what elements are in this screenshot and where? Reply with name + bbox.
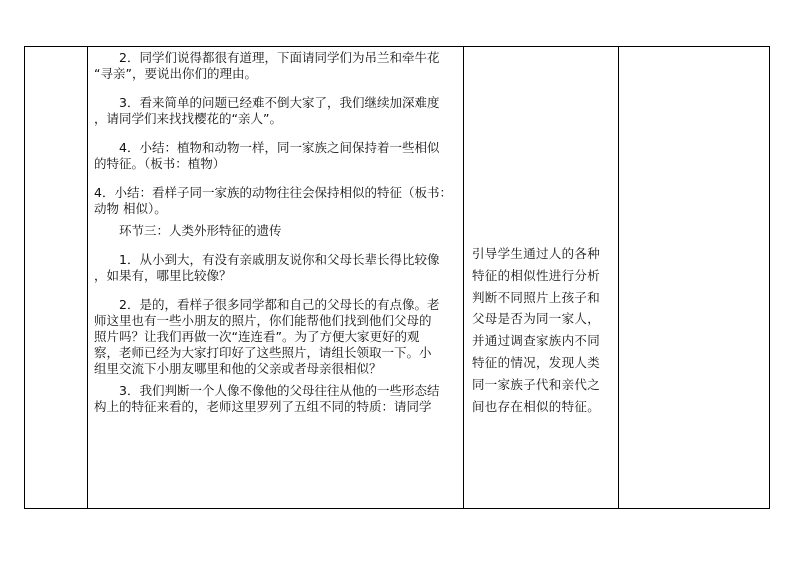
process-line: “寻亲”，要说出你们的理由。 <box>94 66 257 81</box>
notes-cell <box>619 47 770 509</box>
stage-cell <box>25 47 88 509</box>
intent-line: 间也存在相似的特征。 <box>472 398 601 414</box>
process-line: 构上的特征来看的，老师这里罗列了五组不同的特质：请同学 <box>94 399 432 414</box>
process-line: 组里交流下小朋友哪里和他的父亲或者母亲很相似？ <box>94 361 382 376</box>
process-line: 4．小结：看样子同一家族的动物往往会保持相似的特征（板书： <box>94 185 452 200</box>
process-line: 的特征。（板书：植物） <box>94 156 226 171</box>
process-line: ，请同学们来找找樱花的“亲人”。 <box>94 111 282 126</box>
process-line: 察，老师已经为大家打印好了这些照片，请组长领取一下。小 <box>94 345 432 360</box>
process-line: 照片吗？让我们再做一次“连连看”。为了方便大家更好的观 <box>94 329 420 344</box>
intent-line: 判断不同照片上孩子和 <box>472 289 601 305</box>
process-line: 2．是的，看样子很多同学都和自己的父母长的有点像。老 <box>94 297 440 312</box>
process-line: 2．同学们说得都很有道理，下面请同学们为吊兰和牵牛花 <box>94 50 440 65</box>
process-line: 环节三：人类外形特征的遗传 <box>94 223 282 238</box>
process-text <box>88 47 463 415</box>
intent-line: 特征的相似性进行分析 <box>472 267 601 283</box>
process-line: 1．从小到大，有没有亲戚朋友说你和父母长辈长得比较像 <box>94 252 440 267</box>
intent-line: 同一家族子代和亲代之 <box>472 376 601 392</box>
intent-cell <box>464 47 619 509</box>
process-line: ，如果有，哪里比较像？ <box>94 268 232 283</box>
process-line: 3．看来简单的问题已经难不倒大家了，我们继续加深难度 <box>94 95 440 110</box>
process-line: 师这里也有一些小朋友的照片，你们能帮他们找到他们父母的 <box>94 313 432 328</box>
lesson-plan-table <box>24 46 770 509</box>
intent-line: 特征的情况，发现人类 <box>472 354 601 370</box>
intent-line: 并通过调查家族内不同 <box>472 333 601 349</box>
design-intent-text <box>464 243 618 417</box>
table-row <box>25 47 770 509</box>
process-line: 3．我们判断一个人像不像他的父母往往从他的一些形态结 <box>94 383 440 398</box>
intent-line: 父母是否为同一家人， <box>472 311 601 327</box>
process-line: 4．小结：植物和动物一样，同一家族之间保持着一些相似 <box>94 140 440 155</box>
intent-line: 引导学生通过人的各种 <box>472 246 601 261</box>
process-cell <box>88 47 464 509</box>
process-line: 动物 相似）。 <box>94 201 167 216</box>
